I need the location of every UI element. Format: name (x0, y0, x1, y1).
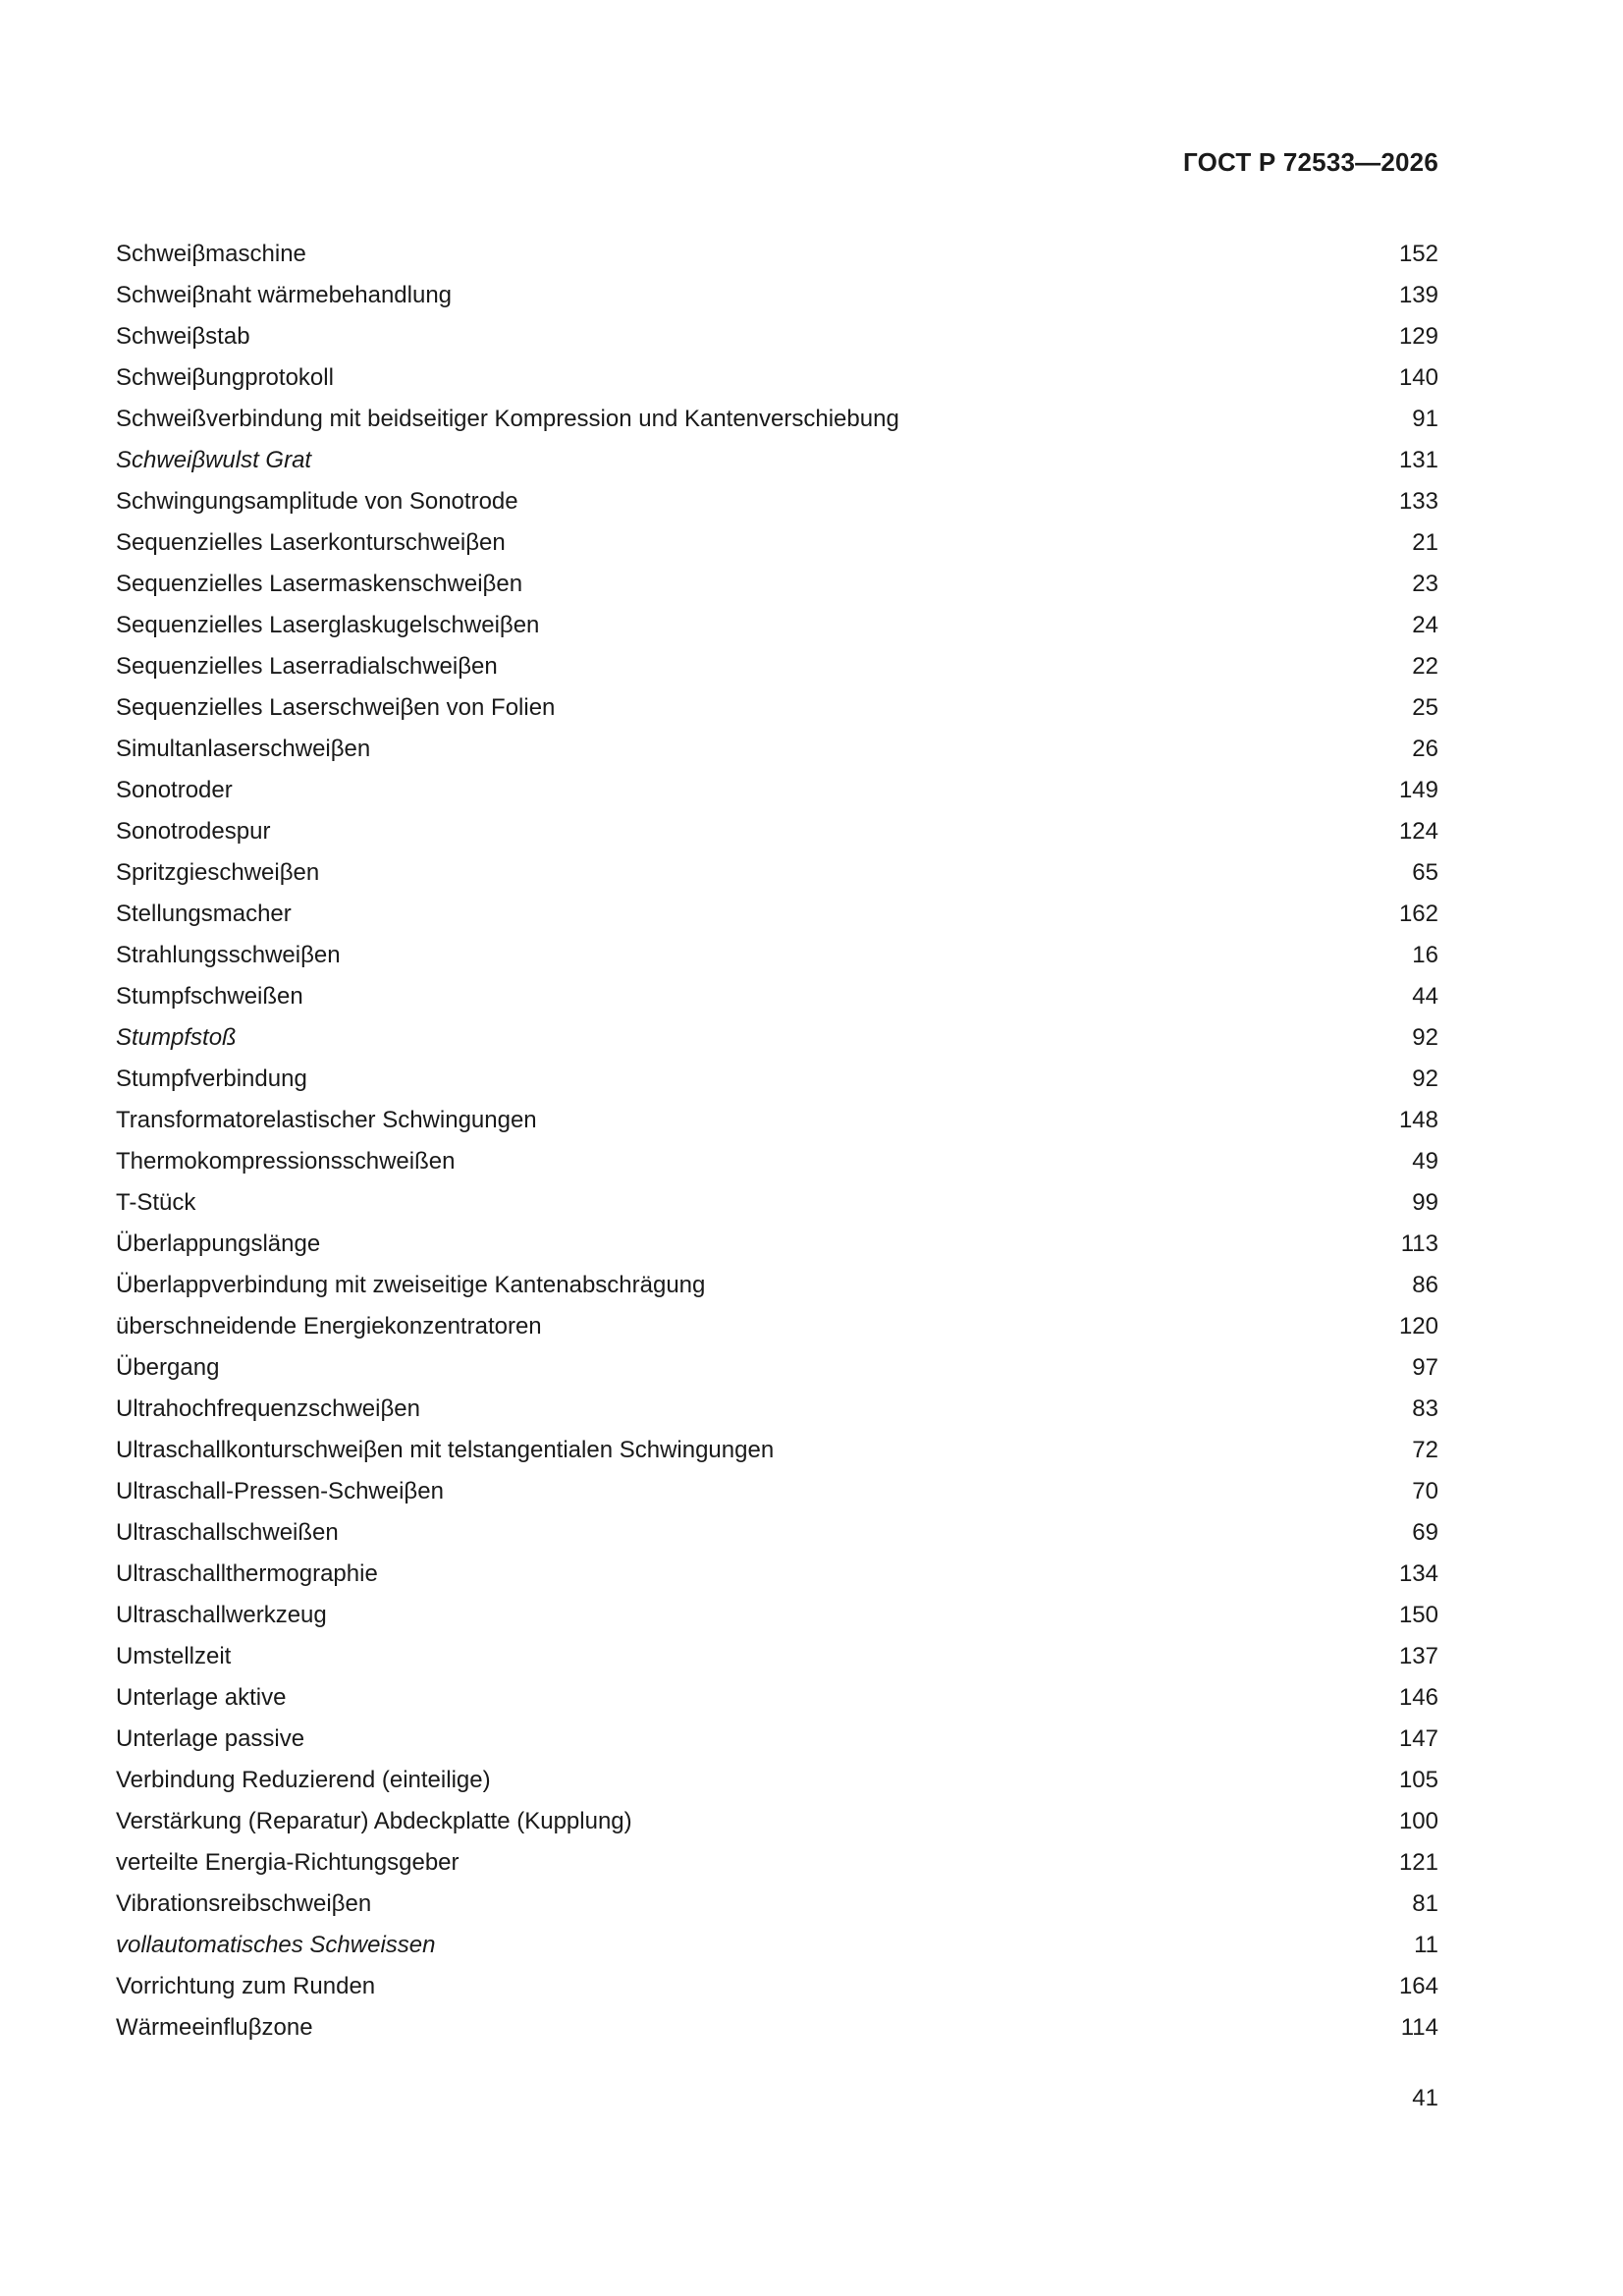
index-entry (116, 894, 1438, 935)
index-term: Ultraschallwerkzeug (116, 1602, 327, 1628)
index-term: Vibrationsreibschweiβen (116, 1890, 372, 1917)
index-page-ref: 91 (1412, 406, 1438, 432)
index-entry (116, 1925, 1438, 1966)
index-entry (116, 1430, 1438, 1471)
index-entry (116, 1760, 1438, 1801)
index-page-ref: 121 (1398, 1849, 1438, 1876)
index-term: Transformatorelastischer Schwingungen (116, 1107, 537, 1133)
index-term: Schweiβmaschine (116, 241, 306, 267)
index-page-ref: 23 (1412, 571, 1438, 597)
index-entry (116, 1471, 1438, 1512)
index-page-ref: 99 (1412, 1189, 1438, 1216)
index-entry (116, 1389, 1438, 1430)
index-page-ref: 92 (1412, 1024, 1438, 1051)
index-entry (116, 522, 1438, 564)
index-entry (116, 1719, 1438, 1760)
index-term: Spritzgieschweiβen (116, 859, 320, 886)
index-page-ref: 137 (1398, 1643, 1438, 1669)
index-page-ref: 120 (1398, 1313, 1438, 1339)
index-term: Stumpfschweißen (116, 983, 303, 1010)
index-term: Unterlage passive (116, 1725, 305, 1752)
document-header: ГОСТ Р 72533—2026 (1183, 147, 1438, 177)
index-entry (116, 1595, 1438, 1636)
index-term: Sonotroder (116, 777, 233, 803)
index-page-ref: 25 (1412, 694, 1438, 721)
index-term: Übergang (116, 1354, 220, 1381)
index-page-ref: 149 (1398, 777, 1438, 803)
index-page-ref: 92 (1412, 1066, 1438, 1092)
index-page-ref: 44 (1412, 983, 1438, 1010)
index-entry (116, 1636, 1438, 1677)
index-term: Ultrahochfrequenzschweiβen (116, 1395, 420, 1422)
index-entry (116, 646, 1438, 687)
index-entry (116, 729, 1438, 770)
index-term: Schweiβstab (116, 323, 250, 350)
index-entry (116, 1265, 1438, 1306)
index-page-ref: 100 (1398, 1808, 1438, 1834)
index-term: Stellungsmacher (116, 901, 292, 927)
index-page-ref: 164 (1398, 1973, 1438, 1999)
index-entry (116, 1347, 1438, 1389)
index-term: Thermokompressionsschweißen (116, 1148, 456, 1175)
index-entry (116, 1801, 1438, 1842)
index-entry (116, 1141, 1438, 1182)
index-term: Umstellzeit (116, 1643, 232, 1669)
index-term: Schwingungsamplitude von Sonotrode (116, 488, 518, 515)
index-page-ref: 26 (1412, 736, 1438, 762)
index-term: Sonotrodespur (116, 818, 271, 845)
index-entry (116, 1842, 1438, 1884)
index-term: Sequenzielles Laserradialschweiβen (116, 653, 498, 680)
index-page-ref: 147 (1398, 1725, 1438, 1752)
index-entry (116, 1554, 1438, 1595)
index-page-ref: 113 (1400, 1230, 1438, 1257)
index-entry (116, 1306, 1438, 1347)
index-entry (116, 2007, 1438, 2049)
index-entry (116, 564, 1438, 605)
index-term: Schweiβwulst Grat (116, 447, 312, 473)
index-term: vollautomatisches Schweissen (116, 1932, 436, 1958)
index-term: Schweiβungprotokoll (116, 364, 334, 391)
index-page-ref: 134 (1398, 1560, 1438, 1587)
index-entry (116, 935, 1438, 976)
index-term: verteilte Energia-Richtungsgeber (116, 1849, 460, 1876)
index-entry (116, 687, 1438, 729)
index-page-ref: 152 (1398, 241, 1438, 267)
index-entry (116, 605, 1438, 646)
index-page-ref: 69 (1412, 1519, 1438, 1546)
index-entry (116, 852, 1438, 894)
index-page-ref: 97 (1412, 1354, 1438, 1381)
index-term: Unterlage aktive (116, 1684, 287, 1711)
index-term: Ultraschallkonturschweiβen mit telstangentialen Schwingungen (116, 1437, 775, 1463)
index-page-ref: 21 (1412, 529, 1438, 556)
index-entry (116, 976, 1438, 1017)
index-entry (116, 770, 1438, 811)
index-page-ref: 11 (1414, 1932, 1438, 1958)
index-entry (116, 1966, 1438, 2007)
index-term: Stumpfverbindung (116, 1066, 307, 1092)
index-page-ref: 129 (1398, 323, 1438, 350)
index-page-ref: 139 (1398, 282, 1438, 308)
index-page-ref: 105 (1398, 1767, 1438, 1793)
index-term: Sequenzielles Laserglaskugelschweiβen (116, 612, 540, 638)
index-entry (116, 440, 1438, 481)
index-page-ref: 150 (1398, 1602, 1438, 1628)
index-term: Sequenzielles Laserschweiβen von Folien (116, 694, 556, 721)
index-term: Überlappungslänge (116, 1230, 321, 1257)
index-page-ref: 146 (1398, 1684, 1438, 1711)
index-term: Sequenzielles Lasermaskenschweiβen (116, 571, 523, 597)
index-term: Sequenzielles Laserkonturschweiβen (116, 529, 506, 556)
index-page-ref: 140 (1398, 364, 1438, 391)
index-term: Überlappverbindung mit zweiseitige Kantenabschrägung (116, 1272, 706, 1298)
index-term: Schweiβnaht wärmebehandlung (116, 282, 453, 308)
page-number: 41 (1412, 2085, 1438, 2111)
index-term: Ultraschall-Pressen-Schweiβen (116, 1478, 444, 1504)
index-term: Ultraschallthermographie (116, 1560, 378, 1587)
index-page-ref: 148 (1398, 1107, 1438, 1133)
index-page-ref: 124 (1398, 818, 1438, 845)
index-page-ref: 24 (1412, 612, 1438, 638)
index-entry (116, 275, 1438, 316)
index-term: Verbindung Reduzierend (einteilige) (116, 1767, 491, 1793)
index-page-ref: 81 (1412, 1890, 1438, 1917)
index-entry (116, 1059, 1438, 1100)
index-term: T-Stück (116, 1189, 196, 1216)
index-page-ref: 70 (1412, 1478, 1438, 1504)
index-page-ref: 114 (1400, 2014, 1438, 2041)
index-page-ref: 22 (1412, 653, 1438, 680)
index-page-ref: 83 (1412, 1395, 1438, 1422)
index-entry (116, 1100, 1438, 1141)
index-entry (116, 234, 1438, 275)
index-page-ref: 162 (1398, 901, 1438, 927)
index-page-ref: 133 (1398, 488, 1438, 515)
index-page-ref: 72 (1412, 1437, 1438, 1463)
index-entry (116, 399, 1438, 440)
index-page-ref: 86 (1412, 1272, 1438, 1298)
index-term: Wärmeeinfluβzone (116, 2014, 313, 2041)
index-entry (116, 1884, 1438, 1925)
index-entry (116, 1017, 1438, 1059)
index-entry (116, 1677, 1438, 1719)
index-page-ref: 16 (1412, 942, 1438, 968)
index-term: überschneidende Energiekonzentratoren (116, 1313, 542, 1339)
index-term: Simultanlaserschweiβen (116, 736, 371, 762)
index-entry (116, 357, 1438, 399)
index-term: Strahlungsschweiβen (116, 942, 341, 968)
index-entry (116, 811, 1438, 852)
index-page-ref: 65 (1412, 859, 1438, 886)
index-entry (116, 1224, 1438, 1265)
index-entry (116, 481, 1438, 522)
index-page-ref: 49 (1412, 1148, 1438, 1175)
index-entry (116, 1182, 1438, 1224)
index-term: Ultraschallschweißen (116, 1519, 339, 1546)
index-term: Vorrichtung zum Runden (116, 1973, 376, 1999)
index-page-ref: 131 (1398, 447, 1438, 473)
index-term: Schweißverbindung mit beidseitiger Kompression und Kantenverschiebung (116, 406, 899, 432)
index-entry (116, 316, 1438, 357)
index-entry (116, 1512, 1438, 1554)
index-term: Stumpfstoß (116, 1024, 237, 1051)
index-term: Verstärkung (Reparatur) Abdeckplatte (Kupplung) (116, 1808, 632, 1834)
alphabetical-index (116, 234, 1438, 2049)
